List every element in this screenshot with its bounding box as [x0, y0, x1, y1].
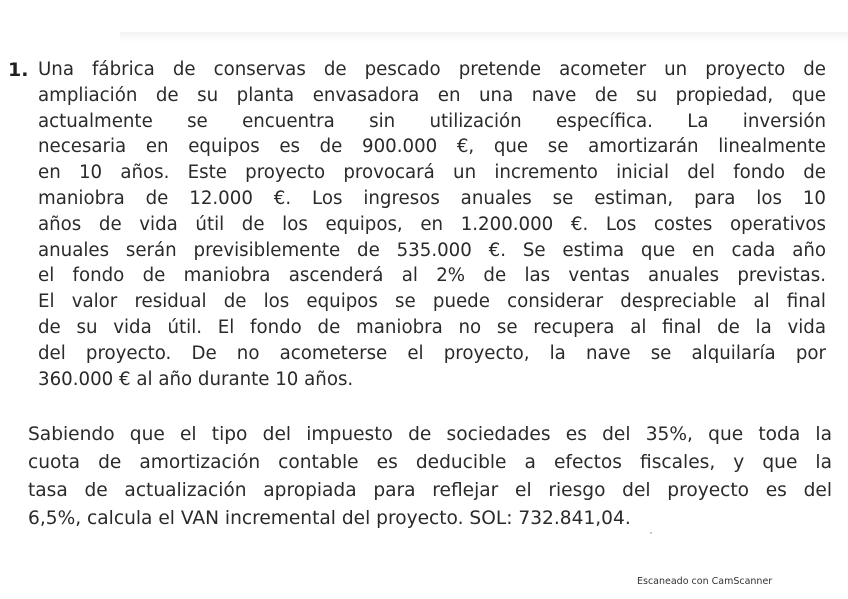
- statement-line: necesaria en equipos es de 900.000 €, que se amortizarán linealmente: [38, 136, 826, 158]
- scan-shadow: [120, 32, 848, 42]
- statement-line: de su vida útil. El fondo de maniobra no se recupera al final de la vida: [38, 316, 826, 338]
- statement-line: anuales serán previsiblemente de 535.000 €. Se estima que en cada año: [38, 239, 826, 261]
- camscanner-watermark: Escaneado con CamScanner: [637, 576, 773, 587]
- statement-line: en 10 años. Este proyecto provocará un incremento inicial del fondo de: [38, 162, 826, 184]
- question-line: 6,5%, calcula el VAN incremental del proyecto. SOL: 732.841,04.: [28, 508, 631, 529]
- question-line: Sabiendo que el tipo del impuesto de sociedades es del 35%, que toda la: [28, 424, 832, 445]
- statement-line: actualmente se encuentra sin utilización específica. La inversión: [38, 110, 826, 132]
- scan-speck: [650, 532, 652, 534]
- statement-line: El valor residual de los equipos se puede considerar despreciable al final: [38, 291, 826, 313]
- statement-line: años de vida útil de los equipos, en 1.200.000 €. Los costes operativos: [38, 213, 826, 235]
- statement-line: 360.000 € al año durante 10 años.: [38, 368, 354, 390]
- question-paragraph: [28, 421, 832, 533]
- statement-line: del proyecto. De no acometerse el proyecto, la nave se alquilaría por: [38, 342, 826, 364]
- statement-line: el fondo de maniobra ascenderá al 2% de las ventas anuales previstas.: [38, 265, 826, 287]
- problem-number: 1.: [8, 59, 29, 81]
- statement-line: maniobra de 12.000 €. Los ingresos anuales se estiman, para los 10: [38, 187, 826, 209]
- statement-line: Una fábrica de conservas de pescado pretende acometer un proyecto de: [38, 59, 826, 80]
- problem-statement: [38, 57, 826, 392]
- question-line: tasa de actualización apropiada para reflejar el riesgo del proyecto es del: [28, 480, 832, 501]
- question-line: cuota de amortización contable es deducible a efectos fiscales, y que la: [28, 452, 832, 473]
- statement-line: ampliación de su planta envasadora en una nave de su propiedad, que: [38, 84, 826, 106]
